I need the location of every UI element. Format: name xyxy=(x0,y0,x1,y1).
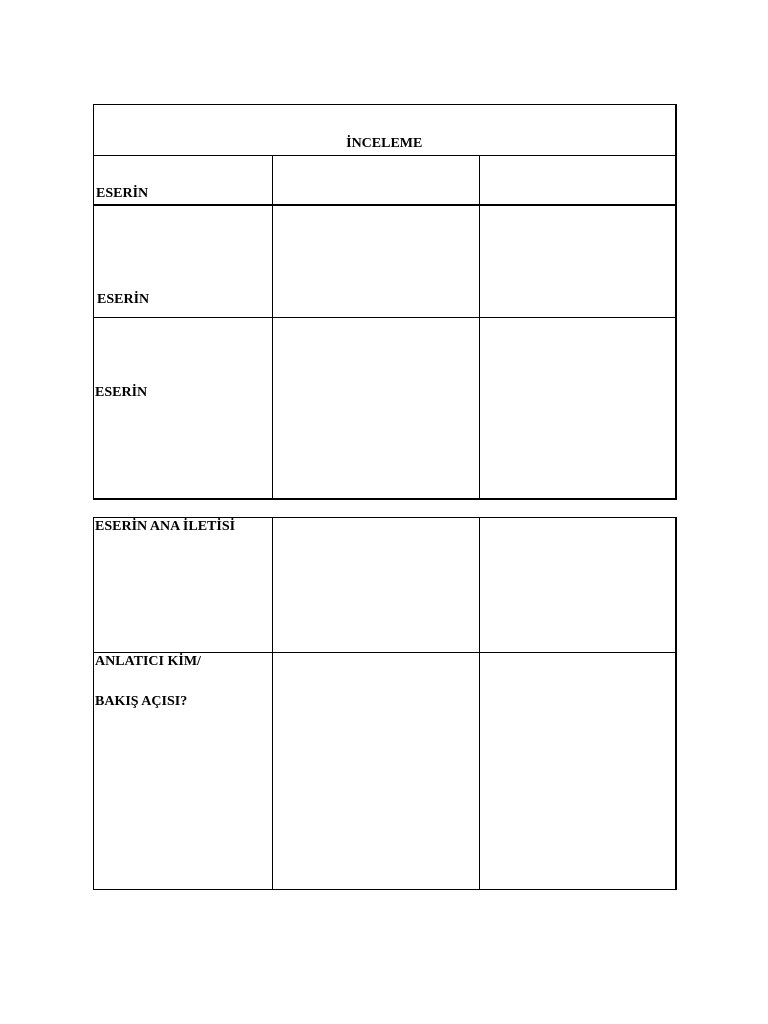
empty-cell[interactable] xyxy=(273,205,480,318)
row-label: ESERİN ANA İLETİSİ xyxy=(95,519,236,534)
table-row xyxy=(94,318,676,500)
empty-cell[interactable] xyxy=(480,205,676,318)
empty-cell[interactable] xyxy=(480,518,676,653)
ileti-table xyxy=(93,517,677,890)
table-title-cell xyxy=(94,105,676,156)
table-title: İNCELEME xyxy=(346,136,423,151)
table-row xyxy=(94,653,676,890)
empty-cell[interactable] xyxy=(480,653,676,890)
row-label-second-line: BAKIŞ AÇISI? xyxy=(95,694,188,709)
empty-cell[interactable] xyxy=(273,518,480,653)
empty-cell[interactable] xyxy=(273,318,480,500)
row-label-cell xyxy=(94,205,273,318)
inceleme-table xyxy=(93,104,677,500)
empty-cell[interactable] xyxy=(480,318,676,500)
row-label-cell xyxy=(94,318,273,500)
row-label: ANLATICI KİM/ xyxy=(95,654,201,669)
row-label: ESERİN xyxy=(97,292,150,307)
row-label-cell xyxy=(94,518,273,653)
empty-cell[interactable] xyxy=(273,653,480,890)
row-label-cell xyxy=(94,156,273,206)
table-row xyxy=(94,205,676,318)
row-label: ESERİN xyxy=(95,385,148,400)
row-label: ESERİN xyxy=(96,186,149,201)
empty-cell[interactable] xyxy=(480,156,676,206)
row-label-cell xyxy=(94,653,273,890)
table-row xyxy=(94,518,676,653)
table-row xyxy=(94,156,676,206)
empty-cell[interactable] xyxy=(273,156,480,206)
